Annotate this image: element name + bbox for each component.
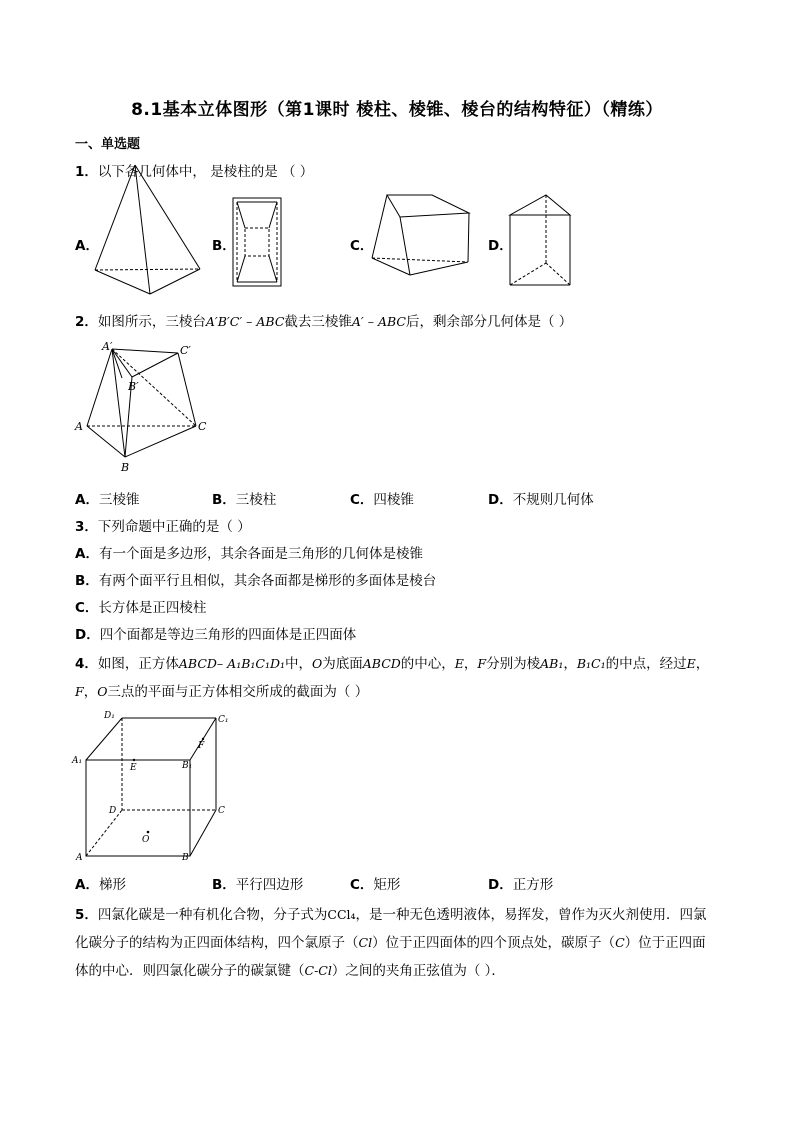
q4-label-f: F bbox=[198, 741, 205, 751]
q2-option-c: C．四棱锥 bbox=[350, 492, 414, 508]
question-4-line-2: F，O三点的平面与正方体相交所成的截面为（ ） bbox=[75, 684, 369, 700]
question-5-line-1: 5．四氯化碳是一种有机化合物，分子式为CCl₄，是一种无色透明液体，易挥发，曾作为灭火剂使用．四氯 bbox=[75, 907, 707, 923]
q4-option-a: A．梯形 bbox=[75, 877, 126, 893]
q3-option-a: A．有一个面是多边形，其余各面是三角形的几何体是棱锥 bbox=[75, 546, 423, 562]
q2-option-b: B．三棱柱 bbox=[212, 492, 277, 508]
q4-label-d1: D₁ bbox=[104, 711, 115, 721]
question-2-number: 2． bbox=[75, 314, 98, 330]
question-2 bbox=[75, 310, 572, 330]
question-1-number: 1． bbox=[75, 164, 98, 180]
section-heading: 一、单选题 bbox=[75, 137, 141, 152]
q4-option-d: D．正方形 bbox=[488, 877, 554, 893]
q1-option-d: D． bbox=[488, 238, 513, 254]
q2-option-d: D．不规则几何体 bbox=[488, 492, 594, 508]
q4-label-d: D bbox=[109, 806, 117, 816]
question-3-number: 3． bbox=[75, 519, 98, 535]
q4-label-b: B bbox=[182, 853, 189, 863]
question-2-math-b: A′ – ABC bbox=[351, 314, 406, 329]
q4-label-c1: C₁ bbox=[218, 715, 229, 725]
q2-label-a-prime: A′ bbox=[102, 340, 113, 353]
q4-option-b: B．平行四边形 bbox=[212, 877, 304, 893]
question-5-line-2: 化碳分子的结构为正四面体结构，四个氯原子（Cl）位于正四面体的四个顶点处，碳原子（C）位于正四面 bbox=[75, 935, 706, 951]
q4-label-o: O bbox=[142, 835, 150, 845]
question-3-text: 下列命题中正确的是（ ） bbox=[97, 519, 251, 535]
q4-label-c: C bbox=[218, 806, 225, 816]
q4-label-b1: B₁ bbox=[182, 761, 193, 771]
q1-option-b: B． bbox=[212, 238, 236, 254]
q4-label-e: E bbox=[130, 763, 137, 773]
q1-option-a: A． bbox=[75, 238, 99, 254]
page-title: 8.1基本立体图形（第1课时 棱柱、棱锥、棱台的结构特征）（精练） bbox=[131, 100, 663, 120]
q4-figure-cube bbox=[72, 710, 232, 865]
q2-figure-frustum bbox=[75, 340, 215, 475]
question-2-text-c: 后，剩余部分几何体是（ ） bbox=[405, 314, 573, 330]
q2-option-a: A．三棱锥 bbox=[75, 492, 140, 508]
q3-option-d: D．四个面都是等边三角形的四面体是正四面体 bbox=[75, 627, 357, 643]
q2-label-b: B bbox=[121, 461, 130, 474]
question-2-text-a: 如图所示，三棱台 bbox=[97, 314, 206, 330]
question-1-text: 以下各几何体中， 是棱柱的是 （ ） bbox=[97, 164, 314, 180]
question-4-line-1: 4．如图，正方体ABCD– A₁B₁C₁D₁中，O为底面ABCD的中心，E，F分别为棱AB₁，B₁C₁的中点，经过E， bbox=[75, 656, 710, 672]
q1-figure-b-frustum-topview bbox=[233, 198, 283, 288]
q2-label-a: A bbox=[75, 420, 83, 433]
question-5-line-3: 体的中心．则四氯化碳分子的碳氯键（C-Cl）之间的夹角正弦值为（ ）． bbox=[75, 963, 505, 979]
q3-option-c: C．长方体是正四棱柱 bbox=[75, 600, 207, 616]
question-2-text-b: 截去三棱锥 bbox=[284, 314, 352, 330]
q4-label-a1: A₁ bbox=[72, 756, 83, 766]
q2-label-c: C bbox=[198, 420, 207, 433]
q1-option-c: C． bbox=[350, 238, 374, 254]
q4-option-c: C．矩形 bbox=[350, 877, 401, 893]
question-3 bbox=[75, 515, 251, 535]
question-2-math-a: A′B′C′ – ABC bbox=[205, 314, 285, 329]
q1-figure-d-prism bbox=[510, 195, 575, 295]
question-5-number: 5． bbox=[75, 907, 98, 923]
q4-label-a: A bbox=[76, 853, 83, 863]
q1-figure-a-pyramid bbox=[95, 165, 205, 295]
q1-figure-c-frustum bbox=[372, 195, 472, 290]
question-4-number: 4． bbox=[75, 656, 98, 672]
q2-label-b-prime: B′ bbox=[128, 380, 139, 393]
q3-option-b: B．有两个面平行且相似，其余各面都是梯形的多面体是棱台 bbox=[75, 573, 437, 589]
q2-label-c-prime: C′ bbox=[180, 344, 191, 357]
